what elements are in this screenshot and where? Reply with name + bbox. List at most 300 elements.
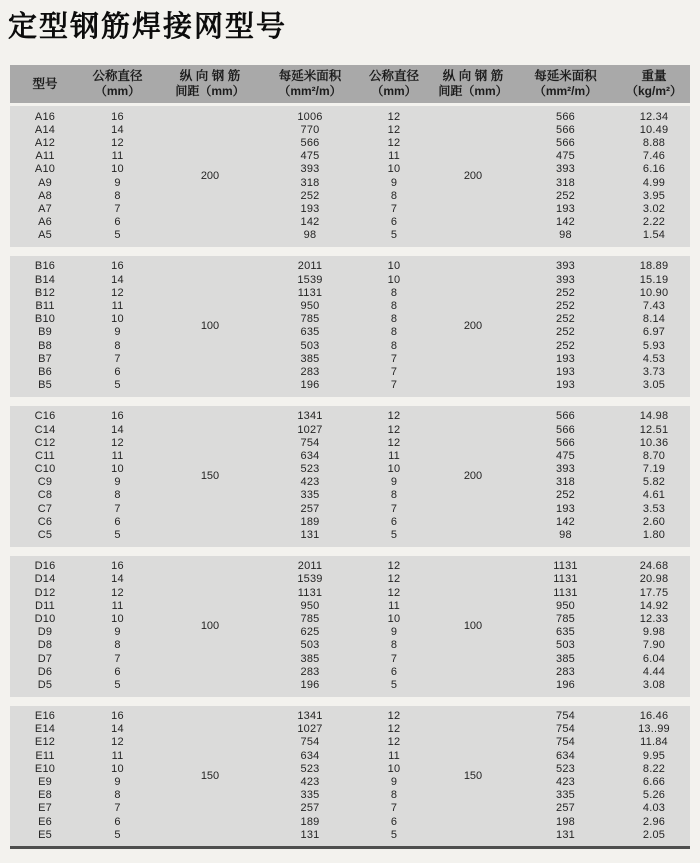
cell-diameter-2: 8 [390, 286, 398, 299]
cell-diameter-1: 6 [114, 815, 121, 828]
cell-area-2: 503 [556, 639, 575, 652]
table-row [10, 202, 690, 215]
cell-diameter-1: 8 [114, 339, 121, 352]
cell-diameter-2: 9 [390, 176, 398, 189]
spacing-value-right: 150 [463, 769, 483, 782]
cell-diameter-2: 7 [390, 379, 398, 392]
cell-diameter-2: 12 [387, 423, 401, 436]
column-header-spacing-2 [433, 68, 513, 100]
cell-diameter-1: 6 [114, 365, 121, 378]
cell-area-1: 634 [300, 749, 320, 762]
cell-area-1: 523 [300, 762, 320, 775]
column-header-area-2 [513, 68, 618, 100]
cell-diameter-2: 6 [390, 665, 398, 678]
cell-diameter-2: 11 [388, 150, 400, 163]
table-row [10, 176, 690, 189]
cell-weight: 4.44 [642, 665, 666, 678]
cell-weight: 16.46 [639, 710, 669, 723]
cell-diameter-1: 5 [114, 678, 121, 691]
cell-diameter-2: 8 [390, 300, 398, 313]
cell-diameter-2: 8 [390, 639, 398, 652]
cell-area-2: 393 [556, 273, 575, 286]
cell-area-2: 193 [556, 502, 575, 515]
cell-diameter-2: 12 [387, 710, 401, 723]
cell-area-2: 1131 [553, 573, 578, 586]
table-group [10, 106, 690, 247]
cell-diameter-2: 11 [388, 749, 400, 762]
column-header-unit: （mm²/m） [533, 84, 598, 99]
spacing-value-left: 100 [200, 620, 220, 633]
cell-diameter-1: 10 [111, 762, 124, 775]
cell-diameter-2: 9 [390, 626, 398, 639]
cell-weight: 6.97 [642, 326, 666, 339]
table-row [10, 365, 690, 378]
cell-area-2: 142 [556, 515, 575, 528]
table-group [10, 256, 690, 397]
cell-diameter-2: 7 [390, 652, 398, 665]
cell-area-2: 257 [556, 802, 575, 815]
cell-diameter-1: 11 [111, 749, 124, 762]
cell-area-1: 785 [300, 612, 320, 625]
table-row [10, 815, 690, 828]
cell-model: B14 [34, 273, 56, 286]
cell-diameter-1: 11 [111, 300, 124, 313]
cell-diameter-1: 5 [114, 529, 121, 542]
cell-model: E12 [34, 736, 56, 749]
cell-diameter-2: 5 [390, 529, 398, 542]
cell-model: A8 [38, 189, 52, 202]
cell-area-2: 98 [559, 229, 572, 242]
cell-diameter-1: 5 [114, 379, 121, 392]
table-row [10, 352, 690, 365]
table-header-row [10, 65, 690, 103]
cell-area-1: 1539 [297, 573, 323, 586]
table-row [10, 379, 690, 392]
cell-diameter-1: 8 [114, 489, 121, 502]
cell-area-1: 566 [300, 136, 320, 149]
cell-diameter-2: 12 [387, 586, 401, 599]
cell-area-1: 189 [300, 515, 320, 528]
table-row [10, 749, 690, 762]
cell-area-2: 252 [556, 286, 575, 299]
cell-model: C12 [34, 436, 56, 449]
cell-diameter-1: 7 [114, 502, 121, 515]
table-row [10, 123, 690, 136]
cell-weight: 8.88 [642, 136, 666, 149]
cell-diameter-1: 16 [111, 110, 124, 123]
cell-weight: 15.19 [639, 273, 669, 286]
cell-diameter-2: 7 [390, 202, 398, 215]
cell-diameter-2: 7 [390, 502, 398, 515]
cell-area-1: 635 [300, 326, 320, 339]
table-row [10, 326, 690, 339]
table-row [10, 612, 690, 625]
table-row [10, 678, 690, 691]
cell-area-1: 1131 [297, 586, 323, 599]
cell-area-2: 566 [556, 410, 575, 423]
cell-diameter-1: 12 [111, 136, 124, 149]
cell-diameter-2: 8 [390, 489, 398, 502]
cell-area-1: 2011 [297, 560, 323, 573]
table-row [10, 476, 690, 489]
column-header-label: 公称直径 [92, 69, 143, 84]
cell-diameter-2: 8 [390, 789, 398, 802]
cell-model: E9 [38, 776, 52, 789]
column-header-label: 型号 [32, 76, 58, 91]
cell-model: C16 [34, 410, 56, 423]
cell-diameter-1: 11 [111, 150, 124, 163]
cell-area-2: 252 [556, 339, 575, 352]
cell-weight: 4.53 [642, 352, 666, 365]
cell-diameter-1: 10 [111, 612, 124, 625]
cell-diameter-1: 14 [111, 573, 124, 586]
column-header-label: 公称直径 [368, 69, 419, 84]
cell-weight: 10.36 [639, 436, 669, 449]
table-groups [10, 106, 690, 846]
cell-diameter-1: 10 [111, 313, 124, 326]
cell-diameter-1: 14 [111, 123, 124, 136]
cell-diameter-1: 9 [114, 626, 121, 639]
cell-area-2: 385 [556, 652, 575, 665]
cell-diameter-1: 16 [111, 710, 124, 723]
cell-weight: 2.22 [642, 216, 666, 229]
spacing-value-left: 200 [200, 170, 220, 183]
column-header-label: 纵 向 钢 筋 [179, 69, 241, 84]
cell-diameter-2: 10 [387, 273, 401, 286]
cell-area-2: 1131 [553, 560, 578, 573]
cell-area-2: 131 [556, 828, 575, 841]
cell-model: E6 [38, 815, 52, 828]
cell-model: C10 [34, 463, 56, 476]
cell-diameter-2: 12 [387, 436, 401, 449]
cell-area-2: 754 [556, 723, 575, 736]
table-row [10, 762, 690, 775]
column-header-model [10, 76, 80, 92]
table-row [10, 110, 690, 123]
cell-diameter-2: 9 [390, 476, 398, 489]
table-row [10, 136, 690, 149]
cell-model: A5 [38, 229, 52, 242]
cell-area-1: 754 [300, 736, 320, 749]
cell-model: A10 [34, 163, 56, 176]
cell-area-1: 283 [300, 365, 320, 378]
cell-weight: 8.14 [642, 313, 666, 326]
column-header-area-1 [265, 68, 355, 100]
cell-area-1: 503 [300, 639, 320, 652]
cell-area-1: 196 [300, 379, 320, 392]
cell-diameter-2: 7 [390, 352, 398, 365]
table-row [10, 723, 690, 736]
cell-model: B5 [38, 379, 52, 392]
spacing-value-right: 100 [463, 620, 483, 633]
cell-area-2: 198 [556, 815, 575, 828]
column-header-unit: 间距（mm） [438, 84, 508, 99]
cell-weight: 7.19 [642, 463, 666, 476]
cell-weight: 20.98 [639, 573, 669, 586]
cell-diameter-1: 7 [114, 802, 121, 815]
table-row [10, 560, 690, 573]
cell-area-1: 754 [300, 436, 320, 449]
cell-area-1: 950 [300, 300, 320, 313]
cell-area-1: 475 [300, 150, 320, 163]
cell-area-2: 475 [556, 150, 575, 163]
table-row [10, 273, 690, 286]
cell-weight: 14.98 [639, 410, 669, 423]
table-row [10, 802, 690, 815]
cell-area-2: 252 [556, 300, 575, 313]
cell-model: B6 [38, 365, 52, 378]
cell-diameter-2: 12 [387, 110, 401, 123]
cell-weight: 5.93 [642, 339, 666, 352]
cell-area-2: 193 [556, 352, 575, 365]
cell-diameter-1: 16 [111, 560, 124, 573]
cell-area-1: 2011 [297, 260, 323, 273]
cell-diameter-1: 7 [114, 352, 121, 365]
cell-diameter-2: 12 [387, 560, 401, 573]
cell-area-2: 252 [556, 489, 575, 502]
cell-weight: 3.02 [642, 202, 666, 215]
cell-diameter-1: 5 [114, 229, 121, 242]
page-title: 定型钢筋焊接网型号 [8, 11, 288, 43]
cell-area-1: 950 [300, 599, 320, 612]
cell-area-1: 131 [300, 529, 320, 542]
cell-area-1: 423 [300, 476, 320, 489]
table-row [10, 189, 690, 202]
cell-weight: 9.95 [642, 749, 666, 762]
table-row [10, 260, 690, 273]
cell-diameter-2: 6 [390, 216, 398, 229]
cell-model: C9 [37, 476, 53, 489]
spacing-value-left: 150 [200, 470, 220, 483]
cell-area-1: 283 [300, 665, 320, 678]
column-header-unit: （kg/m²） [625, 84, 682, 99]
cell-weight: 8.70 [642, 449, 666, 462]
cell-area-2: 566 [556, 110, 575, 123]
cell-area-2: 193 [556, 379, 575, 392]
cell-diameter-2: 6 [390, 815, 398, 828]
cell-diameter-2: 11 [388, 449, 400, 462]
cell-diameter-2: 10 [387, 612, 401, 625]
cell-model: D8 [37, 639, 53, 652]
cell-weight: 6.16 [642, 163, 666, 176]
cell-diameter-1: 8 [114, 789, 121, 802]
cell-area-1: 1539 [297, 273, 323, 286]
cell-diameter-1: 9 [114, 776, 121, 789]
cell-area-2: 252 [556, 313, 575, 326]
column-header-unit: 间距（mm） [175, 84, 245, 99]
column-header-label: 纵 向 钢 筋 [442, 69, 504, 84]
cell-area-2: 252 [556, 326, 575, 339]
cell-diameter-2: 5 [390, 678, 398, 691]
table-row [10, 665, 690, 678]
cell-diameter-1: 12 [111, 286, 124, 299]
cell-model: C6 [37, 515, 53, 528]
cell-weight: 6.04 [642, 652, 666, 665]
cell-model: D11 [35, 599, 55, 612]
cell-model: B10 [34, 313, 56, 326]
cell-diameter-1: 9 [114, 326, 121, 339]
cell-diameter-2: 5 [390, 828, 398, 841]
table-row [10, 736, 690, 749]
table-row [10, 410, 690, 423]
table-row [10, 436, 690, 449]
cell-area-1: 1006 [297, 110, 323, 123]
cell-diameter-2: 10 [387, 260, 401, 273]
cell-area-2: 1131 [553, 586, 578, 599]
cell-diameter-1: 7 [114, 652, 121, 665]
cell-model: B12 [34, 286, 56, 299]
cell-model: A11 [35, 150, 55, 163]
cell-area-2: 318 [556, 176, 575, 189]
table-row [10, 502, 690, 515]
cell-model: E8 [38, 789, 52, 802]
cell-area-2: 566 [556, 423, 575, 436]
table-row [10, 449, 690, 462]
spacing-value-left: 150 [200, 769, 220, 782]
cell-diameter-1: 11 [111, 599, 124, 612]
table-group [10, 706, 690, 847]
cell-diameter-1: 11 [111, 449, 124, 462]
cell-diameter-2: 10 [387, 163, 401, 176]
table-row [10, 423, 690, 436]
cell-weight: 12.33 [639, 612, 669, 625]
cell-diameter-1: 6 [114, 515, 121, 528]
cell-area-1: 785 [300, 313, 320, 326]
cell-diameter-1: 10 [111, 163, 124, 176]
cell-area-2: 754 [556, 736, 575, 749]
cell-weight: 4.61 [642, 489, 666, 502]
cell-area-1: 1027 [297, 723, 323, 736]
table-row [10, 652, 690, 665]
cell-area-1: 385 [300, 652, 320, 665]
cell-weight: 3.08 [642, 678, 666, 691]
cell-diameter-2: 7 [390, 802, 398, 815]
cell-diameter-2: 12 [387, 410, 401, 423]
cell-model: E16 [34, 710, 56, 723]
cell-diameter-1: 5 [114, 828, 121, 841]
cell-area-2: 193 [556, 365, 575, 378]
column-header-spacing-1 [155, 68, 265, 100]
cell-model: A6 [38, 216, 52, 229]
cell-area-2: 566 [556, 136, 575, 149]
table-row [10, 150, 690, 163]
cell-weight: 2.60 [642, 515, 666, 528]
cell-area-1: 335 [300, 489, 320, 502]
cell-area-2: 785 [556, 612, 575, 625]
cell-model: C14 [34, 423, 56, 436]
cell-weight: 2.05 [642, 828, 666, 841]
table-row [10, 710, 690, 723]
cell-weight: 11.84 [640, 736, 668, 749]
cell-area-1: 193 [300, 202, 320, 215]
cell-model: C11 [35, 449, 55, 462]
cell-area-2: 283 [556, 665, 575, 678]
cell-diameter-2: 12 [387, 136, 401, 149]
cell-area-1: 1131 [297, 286, 323, 299]
cell-area-2: 335 [556, 789, 575, 802]
cell-area-2: 196 [556, 678, 575, 691]
cell-diameter-2: 10 [387, 463, 401, 476]
cell-weight: 3.95 [642, 189, 666, 202]
cell-area-2: 252 [556, 189, 575, 202]
spacing-value-right: 200 [463, 170, 483, 183]
cell-weight: 17.75 [639, 586, 669, 599]
column-header-unit: （mm²/m） [278, 84, 342, 99]
cell-weight: 3.53 [642, 502, 666, 515]
cell-model: E7 [38, 802, 52, 815]
cell-weight: 3.05 [642, 379, 666, 392]
cell-model: C7 [37, 502, 53, 515]
cell-area-2: 393 [556, 260, 575, 273]
cell-area-2: 635 [556, 626, 575, 639]
cell-diameter-2: 7 [390, 365, 398, 378]
cell-area-1: 142 [300, 216, 320, 229]
column-header-label: 每延米面积 [278, 69, 342, 84]
cell-model: D12 [34, 586, 56, 599]
cell-diameter-1: 14 [111, 273, 124, 286]
cell-area-1: 770 [300, 123, 320, 136]
cell-model: B16 [34, 260, 56, 273]
cell-area-1: 189 [300, 815, 320, 828]
cell-weight: 1.54 [642, 229, 666, 242]
table-row [10, 339, 690, 352]
cell-diameter-1: 14 [111, 723, 124, 736]
cell-diameter-1: 10 [111, 463, 124, 476]
cell-model: A12 [34, 136, 56, 149]
cell-weight: 12.34 [639, 110, 669, 123]
cell-weight: 9.98 [642, 626, 666, 639]
cell-diameter-1: 14 [111, 423, 124, 436]
cell-area-2: 566 [556, 123, 575, 136]
spacing-value-right: 200 [463, 320, 483, 333]
cell-diameter-1: 12 [111, 586, 124, 599]
table-row [10, 216, 690, 229]
cell-area-1: 1027 [297, 423, 323, 436]
cell-area-1: 257 [300, 502, 320, 515]
cell-diameter-2: 12 [387, 123, 401, 136]
cell-model: D10 [34, 612, 56, 625]
cell-model: D7 [37, 652, 53, 665]
cell-area-2: 634 [556, 749, 575, 762]
cell-area-1: 257 [300, 802, 320, 815]
cell-weight: 10.49 [639, 123, 669, 136]
cell-weight: 7.43 [642, 300, 666, 313]
cell-area-2: 142 [556, 216, 575, 229]
cell-diameter-2: 5 [390, 229, 398, 242]
cell-weight: 4.99 [642, 176, 666, 189]
cell-model: D16 [34, 560, 56, 573]
table-row [10, 789, 690, 802]
cell-diameter-2: 8 [390, 313, 398, 326]
cell-model: E11 [35, 749, 55, 762]
cell-area-2: 950 [556, 599, 575, 612]
cell-model: D6 [37, 665, 53, 678]
table-group [10, 406, 690, 547]
cell-diameter-1: 7 [114, 202, 121, 215]
cell-area-2: 193 [556, 202, 575, 215]
cell-model: A7 [38, 202, 52, 215]
cell-area-1: 503 [300, 339, 320, 352]
cell-weight: 7.46 [642, 150, 666, 163]
cell-model: A14 [34, 123, 56, 136]
cell-weight: 7.90 [642, 639, 666, 652]
cell-area-2: 393 [556, 163, 575, 176]
cell-area-1: 634 [300, 449, 320, 462]
cell-model: E14 [34, 723, 56, 736]
cell-diameter-1: 12 [111, 736, 124, 749]
cell-weight: 2.96 [642, 815, 666, 828]
column-header-unit: （mm） [371, 84, 417, 99]
